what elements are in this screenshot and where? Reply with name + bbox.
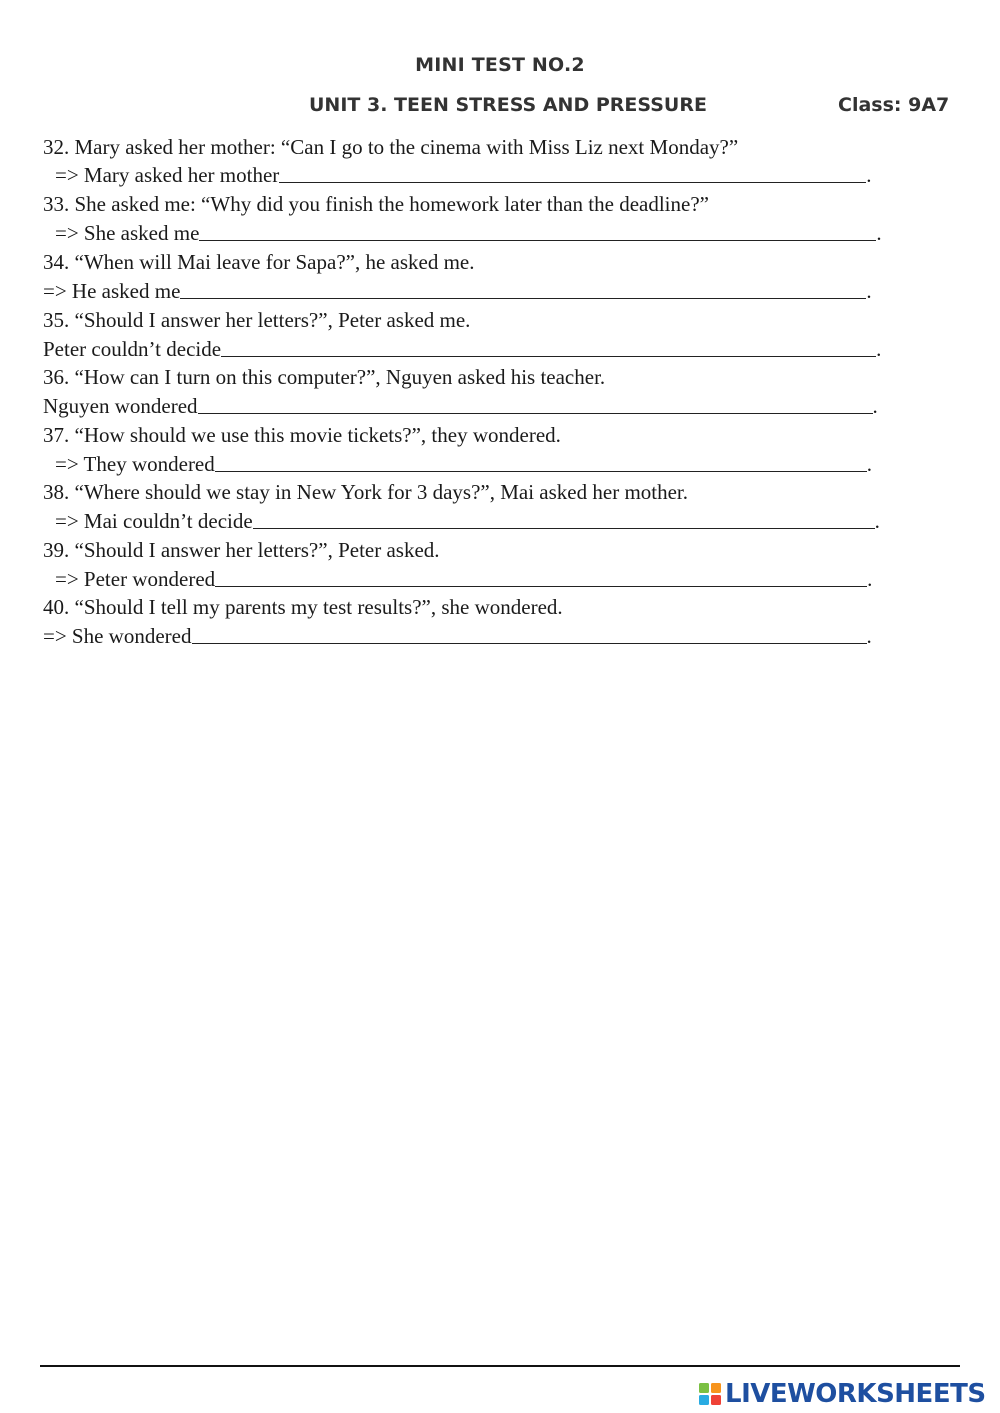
answer-end: . xyxy=(867,567,873,591)
answer-start: => He asked me xyxy=(43,279,181,303)
answer-start: => Mai couldn’t decide xyxy=(55,509,253,533)
class-label: Class: 9A7 xyxy=(838,94,950,116)
answer-blank[interactable] xyxy=(215,586,867,587)
unit-title: UNIT 3. TEEN STRESS AND PRESSURE xyxy=(309,94,707,116)
question-39-prompt: 39. “Should I answer her letters?”, Peter asked. xyxy=(43,538,440,562)
question-37-prompt: 37. “How should we use this movie tickets?”, they wondered. xyxy=(43,423,561,447)
question-37-answer-line xyxy=(55,451,872,477)
question-39-answer-line xyxy=(55,566,872,592)
answer-blank[interactable] xyxy=(192,643,867,644)
answer-start: => Peter wondered xyxy=(55,567,216,591)
question-38-answer-line xyxy=(55,508,880,534)
answer-end: . xyxy=(874,509,880,533)
question-36-answer-line xyxy=(43,393,878,419)
liveworksheets-logo-icon xyxy=(698,1382,722,1406)
answer-blank[interactable] xyxy=(221,356,876,357)
answer-blank[interactable] xyxy=(198,413,873,414)
answer-end: . xyxy=(876,337,882,361)
answer-start: => She wondered xyxy=(43,624,192,648)
answer-start: Peter couldn’t decide xyxy=(43,337,222,361)
answer-blank[interactable] xyxy=(215,471,867,472)
question-35-prompt: 35. “Should I answer her letters?”, Peter asked me. xyxy=(43,308,471,332)
answer-start: => She asked me xyxy=(55,221,200,245)
answer-start: => Mary asked her mother xyxy=(55,163,280,187)
question-36-prompt: 36. “How can I turn on this computer?”, Nguyen asked his teacher. xyxy=(43,365,606,389)
question-38-prompt: 38. “Where should we stay in New York for 3 days?”, Mai asked her mother. xyxy=(43,480,689,504)
question-33-prompt: 33. She asked me: “Why did you finish the homework later than the deadline?” xyxy=(43,192,709,216)
question-34-prompt: 34. “When will Mai leave for Sapa?”, he asked me. xyxy=(43,250,475,274)
answer-end: . xyxy=(876,221,882,245)
answer-end: . xyxy=(866,624,872,648)
footer-divider xyxy=(40,1365,960,1367)
answer-start: Nguyen wondered xyxy=(43,394,198,418)
test-title: MINI TEST NO.2 xyxy=(415,54,585,76)
question-40-prompt: 40. “Should I tell my parents my test results?”, she wondered. xyxy=(43,595,563,619)
question-33-answer-line xyxy=(55,220,882,246)
question-40-answer-line xyxy=(43,623,872,649)
answer-end: . xyxy=(866,452,873,476)
answer-blank[interactable] xyxy=(180,298,866,299)
answer-end: . xyxy=(866,163,872,187)
liveworksheets-logo xyxy=(698,1377,986,1411)
question-34-answer-line xyxy=(43,278,872,304)
question-32-prompt: 32. Mary asked her mother: “Can I go to the cinema with Miss Liz next Monday?” xyxy=(43,135,739,159)
answer-blank[interactable] xyxy=(199,240,876,241)
answer-blank[interactable] xyxy=(253,528,875,529)
question-32-answer-line xyxy=(55,162,872,188)
liveworksheets-logo-text: LIVEWORKSHEETS xyxy=(725,1379,986,1409)
answer-start: => They wondered xyxy=(55,452,215,476)
question-35-answer-line xyxy=(43,336,881,362)
answer-end: . xyxy=(866,279,872,303)
answer-end: . xyxy=(872,394,878,418)
answer-blank[interactable] xyxy=(279,182,866,183)
